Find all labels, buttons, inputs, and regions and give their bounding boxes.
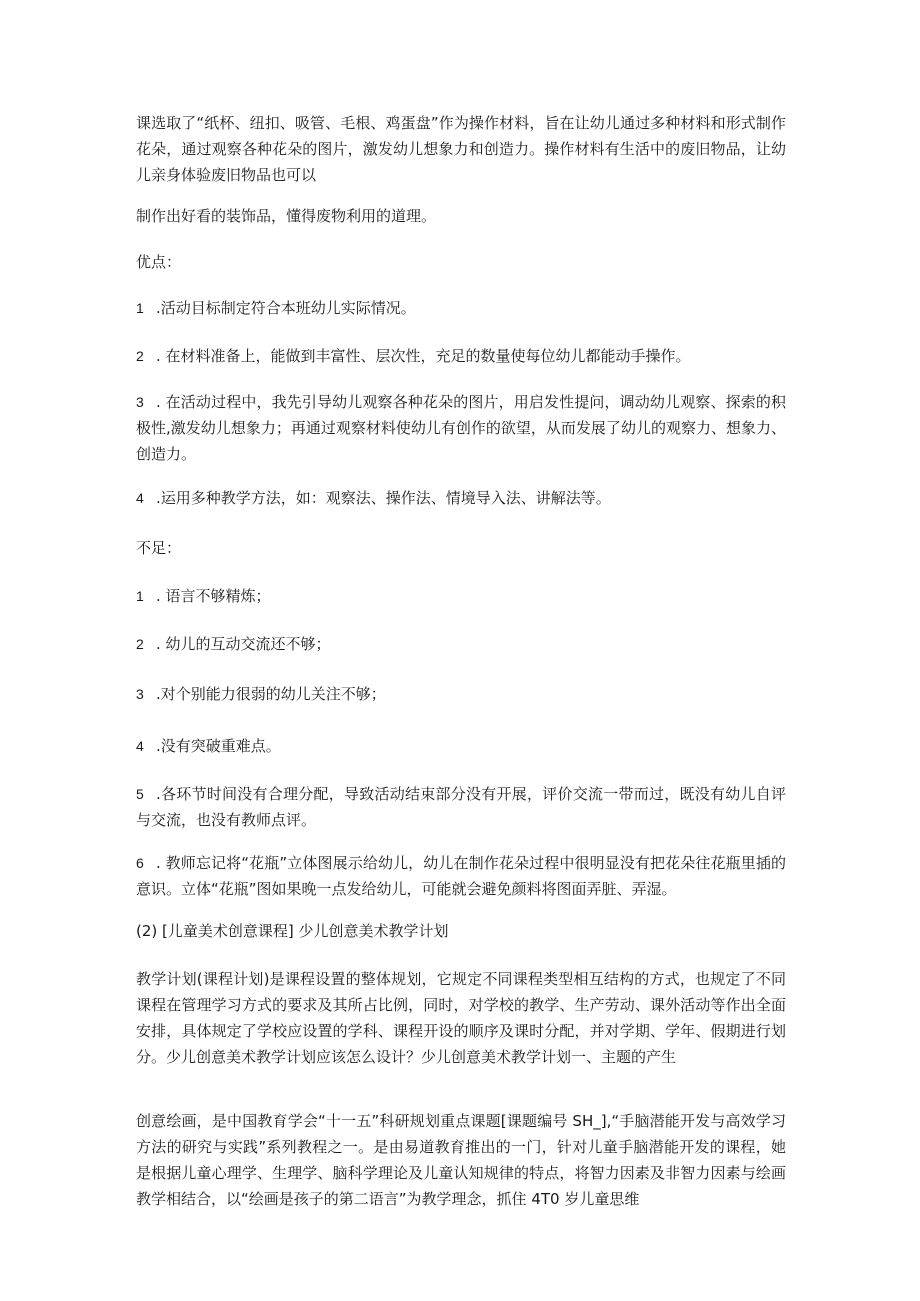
advantages-heading: 优点： [136, 253, 182, 271]
item-text: . 在活动过程中，我先引导幼儿观察各种花朵的图片，用启发性提问，调动幼儿观察、探索的积极性,激发幼儿想象力；再通过观察材料使幼儿有创作的欲望，从而发展了幼儿的观察力、想象力、创造力。 [136, 393, 786, 463]
advantage-item-1 [136, 295, 786, 321]
intro-paragraph-continued: 制作出好看的装饰品，懂得废物利用的道理。 [136, 207, 437, 225]
item-text: . 语言不够精炼； [156, 587, 271, 605]
item-number: 6 [136, 855, 144, 871]
item-text: .没有突破重难点。 [156, 737, 281, 755]
item-number: 2 [136, 348, 144, 364]
creative-drawing-paragraph: 创意绘画，是中国教育学会“十一五”科研规划重点课题[课题编号 SH_],“手脑潜能开发与高效学习方法的研究与实践”系列教程之一。是由易道教育推出的一门，针对儿童手脑潜能开发的课程，她是根据儿童心理学、生理学、脑科学理论及儿童认知规律的特点，将智力因素及非智力因素与绘画教学相结合，以“绘画是孩子的第二语言”为教学理念，抓住 4T0 岁儿童思维 [136, 1112, 786, 1208]
item-text: .活动目标制定符合本班幼儿实际情况。 [156, 299, 416, 317]
item-number: 3 [136, 686, 144, 702]
item-text: .各环节时间没有合理分配，导致活动结束部分没有开展，评价交流一带而过，既没有幼儿自评与交流，也没有教师点评。 [136, 785, 786, 829]
teaching-plan-paragraph: 教学计划(课程计划)是课程设置的整体规划，它规定不同课程类型相互结构的方式，也规定了不同课程在管理学习方式的要求及其所占比例，同时，对学校的教学、生产劳动、课外活动等作出全面安排，具体规定了学校应设置的学科、课程开设的顺序及课时分配，并对学期、学年、假期进行划分。少儿创意美术教学计划应该怎么设计？少儿创意美术教学计划一、主题的产生 [136, 970, 786, 1066]
shortcoming-item-2 [136, 631, 786, 657]
shortcoming-item-6 [136, 850, 786, 902]
intro-paragraph: 课选取了“纸杯、纽扣、吸管、毛根、鸡蛋盘”作为操作材料，旨在让幼儿通过多种材料和形式制作花朵，通过观察各种花朵的图片，激发幼儿想象力和创造力。操作材料有生活中的废旧物品，让幼儿亲身体验废旧物品也可以 [136, 114, 786, 184]
item-text: . 教师忘记将“花瓶”立体图展示给幼儿，幼儿在制作花朵过程中很明显没有把花朵往花瓶里插的意识。立体“花瓶”图如果晚一点发给幼儿，可能就会避免颜料将图面弄脏、弄湿。 [136, 854, 786, 898]
item-number: 3 [136, 394, 144, 410]
item-number: 4 [136, 490, 144, 506]
item-text: .运用多种教学方法，如：观察法、操作法、情境导入法、讲解法等。 [156, 489, 611, 507]
section-title: (2) [儿童美术创意课程] 少儿创意美术教学计划 [136, 922, 449, 940]
shortcoming-item-3 [136, 681, 786, 707]
item-number: 2 [136, 636, 144, 652]
item-number: 1 [136, 300, 144, 316]
item-number: 5 [136, 786, 144, 802]
advantage-item-4 [136, 485, 786, 511]
item-text: . 幼儿的互动交流还不够； [156, 635, 331, 653]
shortcomings-heading: 不足： [136, 539, 182, 557]
advantage-item-3 [136, 389, 786, 467]
shortcoming-item-4 [136, 733, 786, 759]
shortcoming-item-1 [136, 583, 786, 609]
item-text: .对个别能力很弱的幼儿关注不够； [156, 685, 386, 703]
item-number: 1 [136, 588, 144, 604]
item-number: 4 [136, 738, 144, 754]
shortcoming-item-5 [136, 781, 786, 833]
item-text: . 在材料准备上，能做到丰富性、层次性，充足的数量使每位幼儿都能动手操作。 [156, 347, 691, 365]
advantage-item-2 [136, 343, 786, 369]
